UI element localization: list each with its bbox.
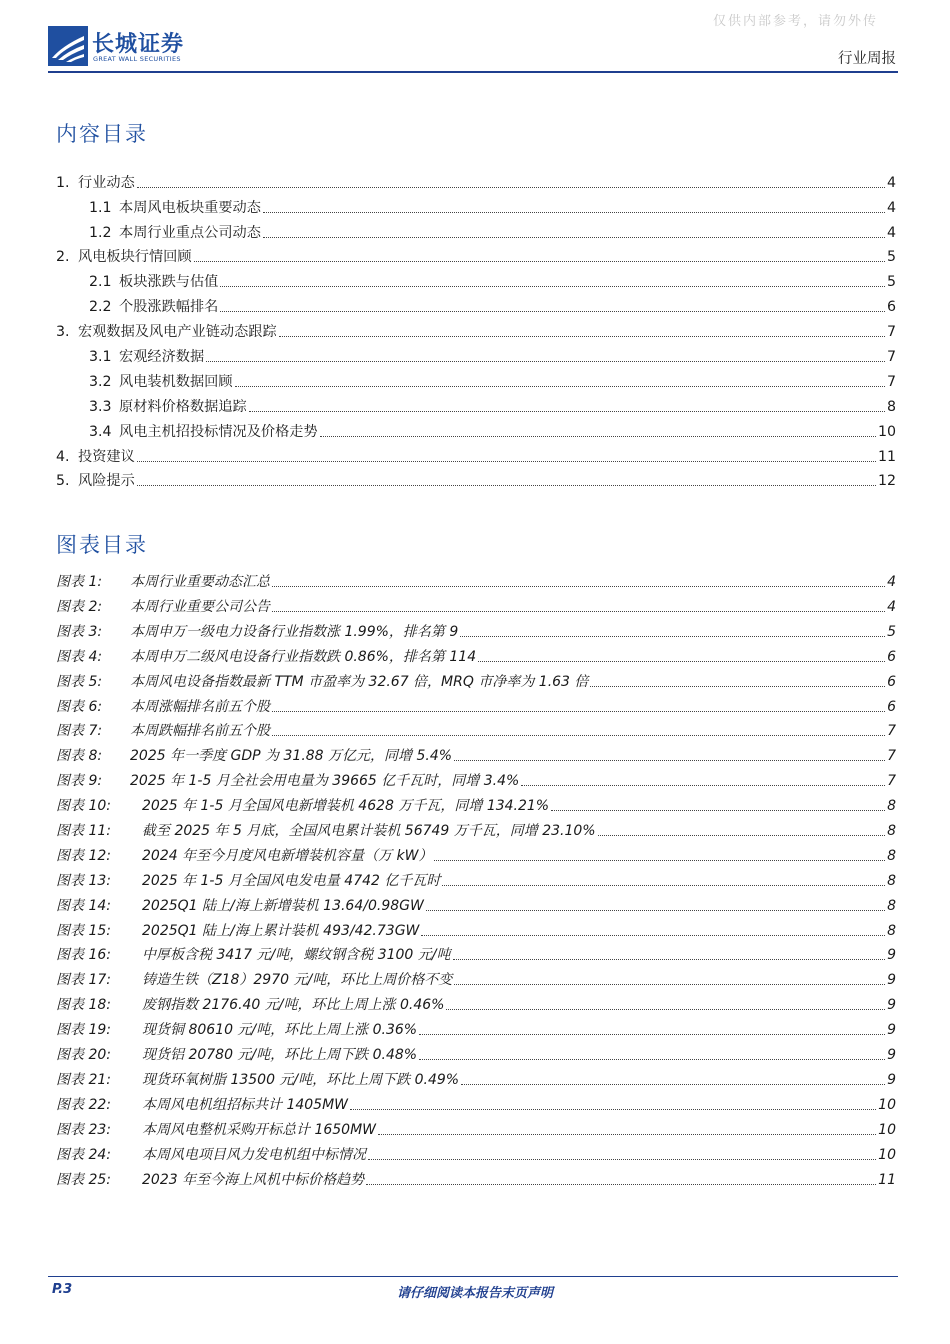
- figure-item-label: 现货铝 20780 元/吨，环比上周下跌 0.48%: [142, 1047, 418, 1063]
- figure-item-number: 图表 13:: [56, 873, 111, 889]
- figure-item-label: 2025 年 1-5 月全社会用电量为 39665 亿千瓦时，同增 3.4%: [130, 773, 520, 789]
- toc-item[interactable]: [56, 448, 896, 466]
- figure-item[interactable]: [56, 1121, 896, 1139]
- toc-item-label: 板块涨跌与估值: [119, 274, 219, 290]
- figure-item-page: 9: [887, 1072, 896, 1088]
- toc-item-page: 12: [877, 473, 896, 489]
- toc-item[interactable]: [89, 273, 896, 291]
- leader-dots: [426, 910, 885, 911]
- toc-item-label: 风电板块行情回顾: [78, 249, 192, 265]
- figure-item[interactable]: [56, 722, 896, 740]
- figure-item-label: 本周风电设备指数最新 TTM 市盈率为 32.67 倍，MRQ 市净率为 1.63 倍: [130, 674, 589, 690]
- figure-item-page: 8: [887, 848, 896, 864]
- figure-item-number: 图表 5:: [56, 674, 103, 690]
- toc-item-page: 11: [877, 449, 896, 465]
- figure-item-page: 8: [887, 798, 896, 814]
- leader-dots: [551, 810, 885, 811]
- toc-item-number: 4.: [56, 449, 70, 465]
- leader-dots: [194, 261, 885, 262]
- toc-item[interactable]: [56, 174, 896, 192]
- toc-item-page: 7: [886, 324, 896, 340]
- toc-item-label: 投资建议: [78, 449, 135, 465]
- figure-item[interactable]: [56, 847, 896, 865]
- leader-dots: [320, 436, 876, 437]
- figure-item-page: 6: [887, 674, 896, 690]
- figure-item-page: 7: [887, 748, 896, 764]
- figure-item-number: 图表 20:: [56, 1047, 111, 1063]
- figure-item-page: 10: [878, 1122, 896, 1138]
- toc-item-label: 行业动态: [78, 175, 135, 191]
- figure-item[interactable]: [56, 673, 896, 691]
- toc-item[interactable]: [89, 398, 896, 416]
- figure-item-page: 11: [878, 1172, 896, 1188]
- toc-item-label: 原材料价格数据追踪: [119, 399, 247, 415]
- toc-item-number: 2.: [56, 249, 70, 265]
- toc-item-page: 10: [877, 424, 896, 440]
- leader-dots: [453, 959, 886, 960]
- figure-item-number: 图表 11:: [56, 823, 111, 839]
- leader-dots: [235, 386, 885, 387]
- figure-item-label: 本周涨幅排名前五个股: [130, 699, 270, 715]
- toc-item-label: 本周风电板块重要动态: [119, 200, 261, 216]
- figure-item-label: 现货环氧树脂 13500 元/吨，环比上周下跌 0.49%: [142, 1072, 460, 1088]
- leader-dots: [220, 311, 885, 312]
- toc-item[interactable]: [56, 248, 896, 266]
- figure-item-page: 7: [887, 723, 896, 739]
- leader-dots: [220, 286, 885, 287]
- figure-item[interactable]: [56, 623, 896, 641]
- leader-dots: [263, 212, 885, 213]
- leader-dots: [446, 1009, 885, 1010]
- toc-item-number: 1.2: [89, 225, 112, 241]
- figure-item-page: 9: [887, 997, 896, 1013]
- leader-dots: [521, 785, 885, 786]
- toc-item-page: 7: [886, 374, 896, 390]
- figure-item[interactable]: [56, 1171, 896, 1189]
- toc-item-label: 风险提示: [78, 473, 135, 489]
- leader-dots: [454, 760, 885, 761]
- figure-item-page: 9: [887, 947, 896, 963]
- figure-item[interactable]: [56, 772, 896, 790]
- figure-item-page: 8: [887, 823, 896, 839]
- figure-item-page: 9: [887, 1022, 896, 1038]
- figure-item-label: 本周风电项目风力发电机组中标情况: [142, 1147, 366, 1163]
- logo-chinese-name: 长城证券: [92, 32, 185, 57]
- toc-item[interactable]: [89, 298, 896, 316]
- figure-item[interactable]: [56, 747, 896, 765]
- figure-item[interactable]: [56, 922, 896, 940]
- leader-dots: [249, 411, 885, 412]
- toc-item-number: 3.: [56, 324, 70, 340]
- figure-item-number: 图表 10:: [56, 798, 111, 814]
- leader-dots: [263, 237, 885, 238]
- toc-item[interactable]: [89, 348, 896, 366]
- figure-item[interactable]: [56, 897, 896, 915]
- leader-dots: [206, 361, 885, 362]
- company-logo: [48, 26, 248, 70]
- leader-dots: [350, 1109, 876, 1110]
- figure-item-page: 8: [887, 923, 896, 939]
- toc-item-number: 1.1: [89, 200, 112, 216]
- toc-item[interactable]: [89, 224, 896, 242]
- figure-item-label: 本周申万一级电力设备行业指数涨 1.99%，排名第 9: [130, 624, 459, 640]
- figure-item[interactable]: [56, 996, 896, 1014]
- figure-item-label: 2025 年 1-5 月全国风电新增装机 4628 万千瓦，同增 134.21%: [142, 798, 550, 814]
- toc-item-number: 2.2: [89, 299, 112, 315]
- toc-item-page: 7: [886, 349, 896, 365]
- leader-dots: [272, 711, 885, 712]
- toc-item-page: 6: [886, 299, 896, 315]
- figure-item-number: 图表 1:: [56, 574, 103, 590]
- figure-item-label: 2024 年至今月度风电新增装机容量（万 kW）: [142, 848, 433, 864]
- figure-item-number: 图表 6:: [56, 699, 103, 715]
- figure-item-label: 2025Q1 陆上/海上累计装机 493/42.73GW: [142, 923, 420, 939]
- leader-dots: [419, 1034, 885, 1035]
- disclaimer-note: 请仔细阅读本报告末页声明: [396, 1286, 553, 1301]
- toc-item-number: 3.4: [89, 424, 112, 440]
- leader-dots: [272, 611, 885, 612]
- figure-item-number: 图表 22:: [56, 1097, 111, 1113]
- toc-item-number: 5.: [56, 473, 70, 489]
- figure-item-label: 本周申万二级风电设备行业指数跌 0.86%，排名第 114: [130, 649, 477, 665]
- figure-item-label: 本周风电机组招标共计 1405MW: [142, 1097, 349, 1113]
- figure-item[interactable]: [56, 1046, 896, 1064]
- figure-item-label: 截至 2025 年 5 月底，全国风电累计装机 56749 万千瓦，同增 23.10%: [142, 823, 596, 839]
- figure-item-page: 10: [878, 1097, 896, 1113]
- figure-item-label: 现货铜 80610 元/吨，环比上周上涨 0.36%: [142, 1022, 418, 1038]
- footer-divider: [48, 1276, 898, 1277]
- figure-item[interactable]: [56, 698, 896, 716]
- figure-item-number: 图表 9:: [56, 773, 103, 789]
- toc-item-number: 3.2: [89, 374, 112, 390]
- logo-english-name: GREAT WALL SECURITIES: [93, 55, 181, 63]
- toc-item-page: 5: [886, 274, 896, 290]
- leader-dots: [272, 586, 885, 587]
- figure-item[interactable]: [56, 1021, 896, 1039]
- toc-item-page: 4: [886, 200, 896, 216]
- figure-item[interactable]: [56, 946, 896, 964]
- figure-item[interactable]: [56, 1146, 896, 1164]
- toc-item-label: 风电装机数据回顾: [119, 374, 233, 390]
- figure-item-label: 本周跌幅排名前五个股: [130, 723, 270, 739]
- toc-title: 内容目录: [56, 122, 148, 146]
- figure-item-number: 图表 14:: [56, 898, 111, 914]
- toc-item[interactable]: [89, 199, 896, 217]
- figure-item-number: 图表 25:: [56, 1172, 111, 1188]
- figure-item-number: 图表 7:: [56, 723, 103, 739]
- leader-dots: [421, 935, 885, 936]
- leader-dots: [461, 1084, 885, 1085]
- leader-dots: [454, 984, 885, 985]
- leader-dots: [279, 336, 885, 337]
- figure-item-number: 图表 17:: [56, 972, 111, 988]
- figure-item-number: 图表 24:: [56, 1147, 111, 1163]
- toc-item[interactable]: [89, 373, 896, 391]
- figure-item-label: 2025 年一季度 GDP 为 31.88 万亿元，同增 5.4%: [130, 748, 453, 764]
- leader-dots: [137, 485, 876, 486]
- figure-item-number: 图表 21:: [56, 1072, 111, 1088]
- leader-dots: [366, 1184, 876, 1185]
- figure-item-label: 本周行业重要动态汇总: [130, 574, 270, 590]
- figure-item[interactable]: [56, 971, 896, 989]
- figure-item-label: 2025 年 1-5 月全国风电发电量 4742 亿千瓦时: [142, 873, 441, 889]
- figure-item-page: 5: [887, 624, 896, 640]
- figure-item-page: 6: [887, 649, 896, 665]
- figure-item-label: 本周行业重要公司公告: [130, 599, 270, 615]
- toc-item-label: 个股涨跌幅排名: [119, 299, 219, 315]
- toc-item-label: 宏观数据及风电产业链动态跟踪: [78, 324, 277, 340]
- leader-dots: [590, 686, 885, 687]
- figure-item-page: 10: [878, 1147, 896, 1163]
- figure-item-number: 图表 12:: [56, 848, 111, 864]
- figure-item-number: 图表 8:: [56, 748, 103, 764]
- figures-title: 图表目录: [56, 533, 148, 557]
- figure-item-page: 7: [887, 773, 896, 789]
- great-wall-logo-icon: [48, 26, 88, 66]
- figure-item-label: 2025Q1 陆上/海上新增装机 13.64/0.98GW: [142, 898, 424, 914]
- figure-item-label: 铸造生铁（Z18）2970 元/吨，环比上周价格不变: [142, 972, 453, 988]
- figure-item-page: 6: [887, 699, 896, 715]
- toc-item[interactable]: [89, 423, 896, 441]
- figure-item[interactable]: [56, 598, 896, 616]
- watermark: 仅供内部参考，请勿外传: [712, 14, 878, 29]
- figure-item[interactable]: [56, 1071, 896, 1089]
- report-type: 行业周报: [838, 51, 896, 67]
- figure-item-label: 本周风电整机采购开标总计 1650MW: [142, 1122, 377, 1138]
- leader-dots: [460, 636, 885, 637]
- figure-item-page: 8: [887, 873, 896, 889]
- figure-item-number: 图表 16:: [56, 947, 111, 963]
- leader-dots: [478, 661, 885, 662]
- toc-item[interactable]: [56, 323, 896, 341]
- figure-item-number: 图表 4:: [56, 649, 103, 665]
- figure-item[interactable]: [56, 648, 896, 666]
- leader-dots: [137, 461, 876, 462]
- toc-item-label: 本周行业重点公司动态: [119, 225, 261, 241]
- figure-item-number: 图表 18:: [56, 997, 111, 1013]
- toc-item-number: 3.3: [89, 399, 112, 415]
- leader-dots: [598, 835, 885, 836]
- figure-item-label: 废钢指数 2176.40 元/吨，环比上周上涨 0.46%: [142, 997, 445, 1013]
- figure-item-page: 4: [887, 599, 896, 615]
- toc-item-label: 宏观经济数据: [119, 349, 205, 365]
- toc-item-page: 8: [886, 399, 896, 415]
- leader-dots: [272, 735, 885, 736]
- header-divider: [48, 71, 898, 73]
- figure-item[interactable]: [56, 1096, 896, 1114]
- toc-item-page: 4: [886, 175, 896, 191]
- page-number: P.3: [52, 1282, 73, 1297]
- figure-item[interactable]: [56, 573, 896, 591]
- figure-item-number: 图表 19:: [56, 1022, 111, 1038]
- figure-item-number: 图表 15:: [56, 923, 111, 939]
- toc-item-label: 风电主机招投标情况及价格走势: [119, 424, 318, 440]
- figure-item-number: 图表 2:: [56, 599, 103, 615]
- figure-item-label: 2023 年至今海上风机中标价格趋势: [142, 1172, 365, 1188]
- toc-item-number: 1.: [56, 175, 70, 191]
- figure-item-page: 9: [887, 1047, 896, 1063]
- figure-item-page: 8: [887, 898, 896, 914]
- leader-dots: [419, 1059, 885, 1060]
- figure-item[interactable]: [56, 872, 896, 890]
- leader-dots: [434, 860, 885, 861]
- toc-item-number: 2.1: [89, 274, 112, 290]
- toc-item[interactable]: [56, 472, 896, 490]
- leader-dots: [442, 885, 885, 886]
- figure-item-page: 9: [887, 972, 896, 988]
- figure-item-number: 图表 3:: [56, 624, 103, 640]
- figure-item[interactable]: [56, 822, 896, 840]
- leader-dots: [378, 1134, 876, 1135]
- leader-dots: [368, 1159, 876, 1160]
- figure-item-label: 中厚板含税 3417 元/吨，螺纹钢含税 3100 元/吨: [142, 947, 451, 963]
- toc-item-page: 4: [886, 225, 896, 241]
- figure-item[interactable]: [56, 797, 896, 815]
- leader-dots: [137, 187, 885, 188]
- toc-item-page: 5: [886, 249, 896, 265]
- figure-item-number: 图表 23:: [56, 1122, 111, 1138]
- toc-item-number: 3.1: [89, 349, 112, 365]
- figure-item-page: 4: [887, 574, 896, 590]
